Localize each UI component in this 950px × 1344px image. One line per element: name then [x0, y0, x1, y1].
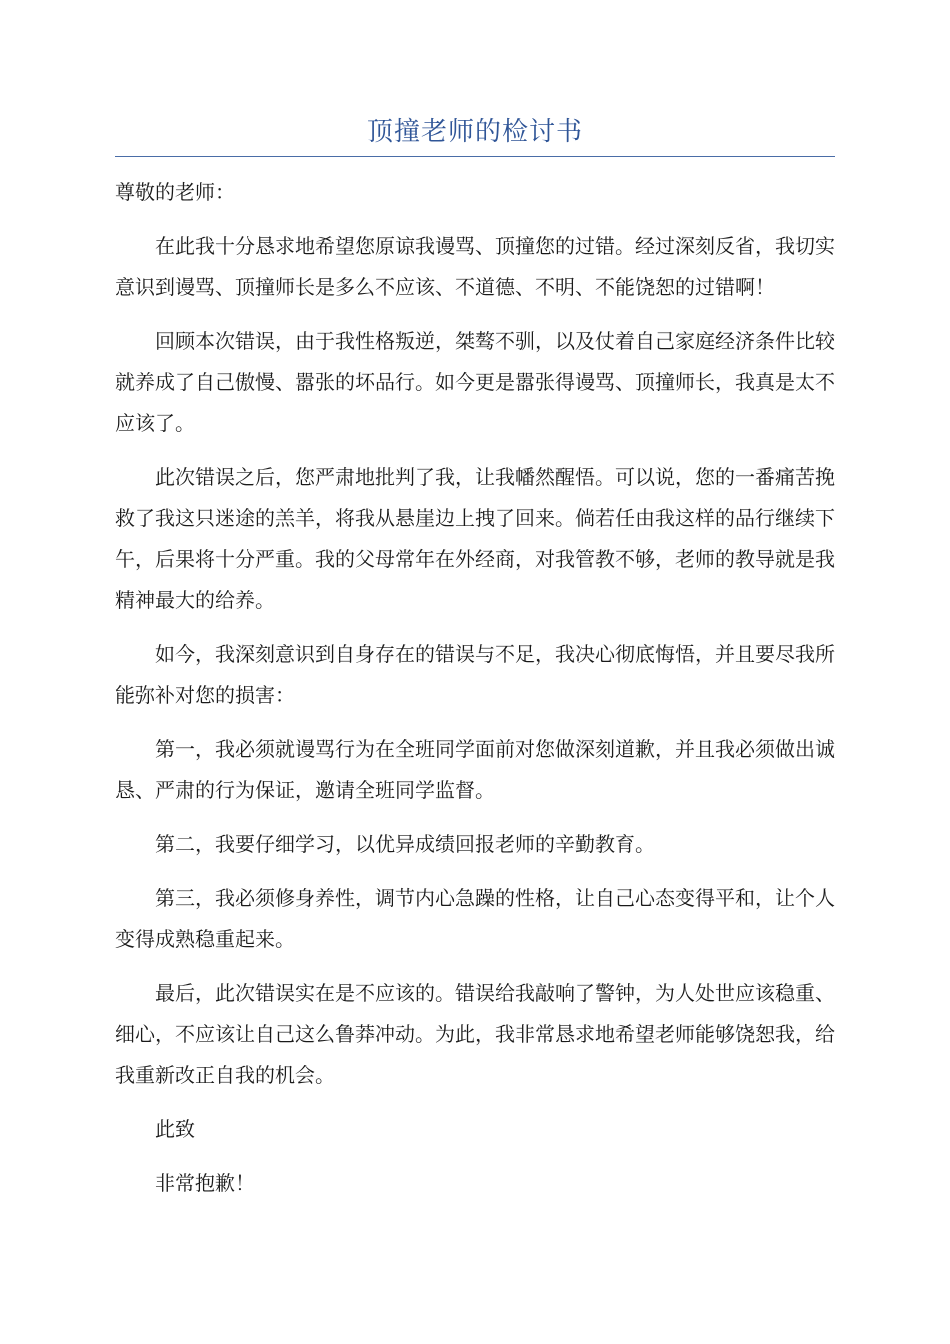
document-title: 顶撞老师的检讨书 [366, 117, 583, 147]
document-body [115, 172, 835, 1217]
paragraph-second-point: 第二，我要仔细学习，以优异成绩回报老师的辛勤教育。 [155, 832, 655, 856]
salutation: 尊敬的老师： [115, 180, 235, 204]
paragraph-review: 回顾本次错误，由于我性格叛逆，桀骜不驯，以及仗着自己家庭经济条件比较就养成了自己傲慢、嚣张的坏品行。如今更是嚣张得谩骂、顶撞师长，我真是太不应该了。 [115, 329, 835, 435]
paragraph-apology-intro: 在此我十分恳求地希望您原谅我谩骂、顶撞您的过错。经过深刻反省，我切实意识到谩骂、顶撞师长是多么不应该、不道德、不明、不能饶恕的过错啊！ [115, 234, 835, 299]
paragraph-awakening: 此次错误之后，您严肃地批判了我，让我幡然醒悟。可以说，您的一番痛苦挽救了我这只迷途的羔羊，将我从悬崖边上拽了回来。倘若任由我这样的品行继续下午，后果将十分严重。我的父母常年在外经商，对我管教不够，老师的教导就是我精神最大的给养。 [115, 465, 835, 612]
title-block [115, 112, 835, 157]
paragraph-third-point: 第三，我必须修身养性，调节内心急躁的性格，让自己心态变得平和，让个人变得成熟稳重起来。 [115, 886, 835, 951]
closing-phrase: 此致 [155, 1117, 195, 1141]
paragraph-conclusion: 最后，此次错误实在是不应该的。错误给我敲响了警钟，为人处世应该稳重、细心，不应该让自己这么鲁莽冲动。为此，我非常恳求地希望老师能够饶恕我，给我重新改正自我的机会。 [115, 981, 835, 1087]
closing-apology: 非常抱歉！ [155, 1171, 255, 1195]
paragraph-first-point: 第一，我必须就谩骂行为在全班同学面前对您做深刻道歉，并且我必须做出诚恳、严肃的行为保证，邀请全班同学监督。 [115, 737, 835, 802]
paragraph-resolution: 如今，我深刻意识到自身存在的错误与不足，我决心彻底悔悟，并且要尽我所能弥补对您的损害： [115, 642, 835, 707]
